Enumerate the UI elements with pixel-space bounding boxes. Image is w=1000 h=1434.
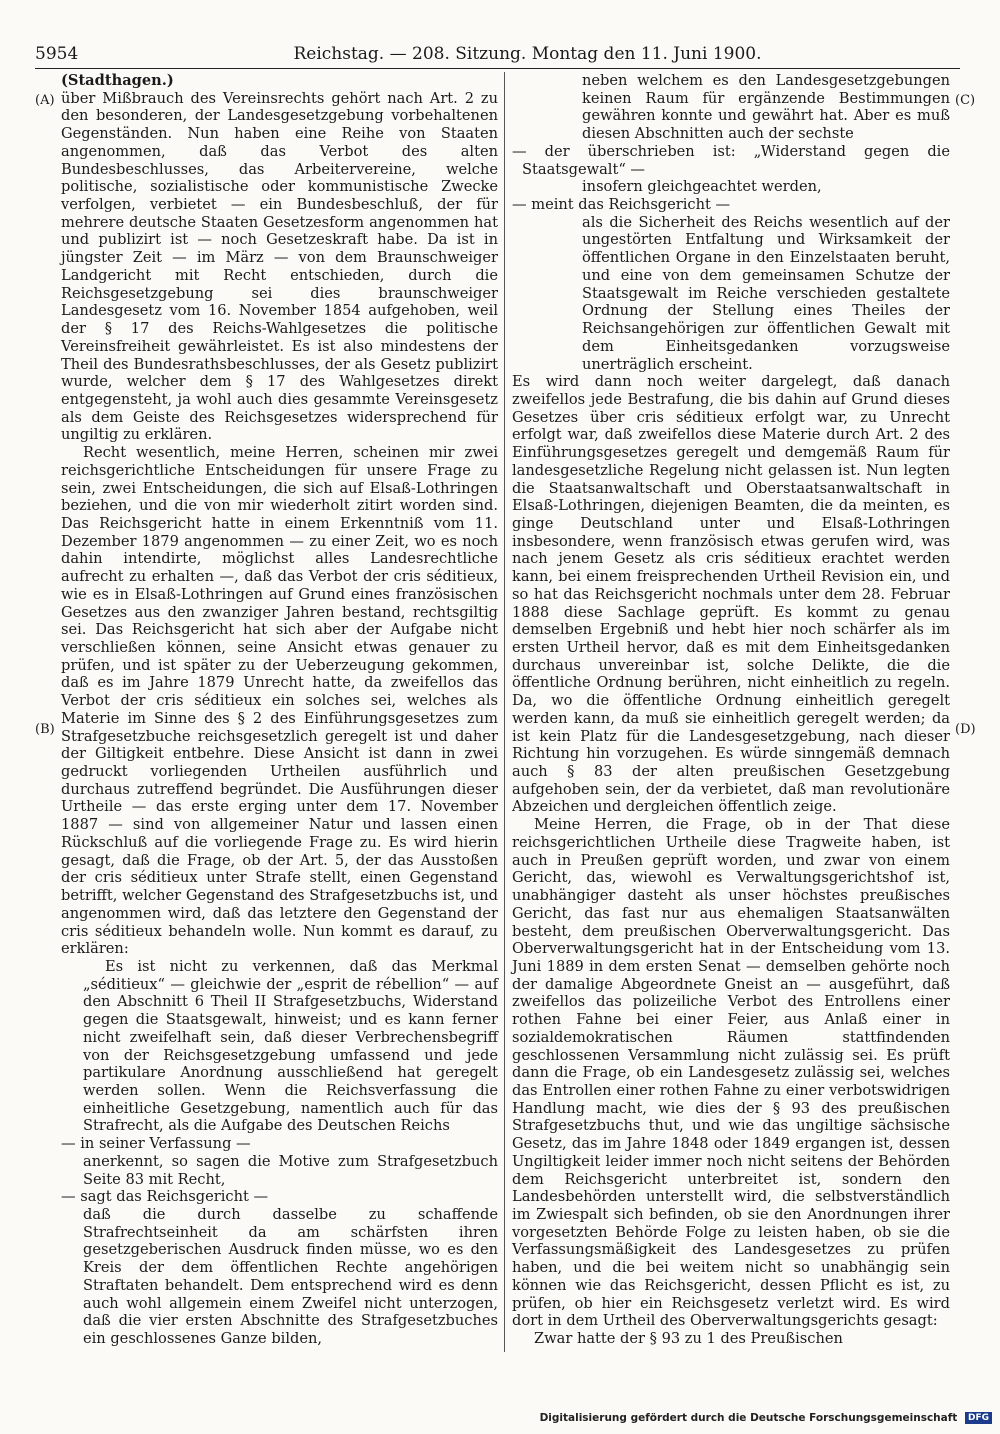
block-quote: neben welchem es den Landesgesetzgebungen keinen Raum für ergänzende Bestimmungen gewähren konnte und gewährt hat. Aber es muß diesen Abschnitten auch der sechste xyxy=(582,72,950,143)
right-column xyxy=(512,72,950,1348)
block-quote: als die Sicherheit des Reichs wesentlich auf der ungestörten Entfaltung und Wirksamkeit der öffentlichen Organe in den Einzelstaaten beruht, und eine von dem gemeinsamen Schutze der Staatsgewalt im Reiche verschieden gestaltete Ordnung der Stellung eines Theiles der Reichsangehörigen zur öffentlichen Gewalt mit dem Einheitsgedanken vorzugsweise unerträglich erscheint. xyxy=(582,213,950,373)
speaker-name: (Stadthagen.) xyxy=(61,72,174,89)
block-quote: anerkennt, so sagen die Motive zum Strafgesetzbuch Seite 83 mit Recht, xyxy=(83,1152,498,1188)
left-column xyxy=(61,72,498,1348)
paragraph: Es wird dann noch weiter dargelegt, daß danach zweifellos jede Bestrafung, die bis dahin auf Grund dieses Gesetzes über cris séditieux erfolgt war, zu Unrecht erfolgt war, daß zweifellos diese Materie durch Art. 2 des Einführungsgesetzes geregelt und demgemäß Raum für landesgesetzliche Regelung nicht gelassen ist. Nun legten die Staatsanwaltschaft und Oberstaatsanwaltschaft in Elsaß-Lothringen, diejenigen Beamten, die da meinten, es ginge Deutschland unter und Elsaß-Lothringen insbesondere, wenn französisch etwas gerufen wird, was nach jenem Gesetz als cris séditieux erachtet werden kann, bei einem freisprechenden Urtheil Revision ein, und so hat das Reichsgericht nochmals unter dem 28. Februar 1888 diese Sachlage geprüft. Es kommt zu genau demselben Ergebniß und hebt hier noch schärfer als im ersten Urtheil hervor, daß es mit dem Einheitsgedanken durchaus unvereinbar ist, solche Delikte, die die öffentliche Ordnung berühren, nicht einheitlich zu regeln. Da, wo die öffentliche Ordnung einheitlich geregelt werden kann, da muß sie einheitlich geregelt werden; da ist kein Platz für die Landesgesetzgebung, nach dieser Richtung hin vorzugehen. Es würde sinngemäß demnach auch § 83 der alten preußischen Gesetzgebung aufgehoben sein, der da verbietet, daß man revolutionäre Abzeichen und dergleichen öffentlich zeige. xyxy=(512,373,950,816)
interjection: — in seiner Verfassung — xyxy=(61,1135,251,1153)
paragraph: Meine Herren, die Frage, ob in der That diese reichsgerichtlichen Urtheile diese Tragweite haben, ist auch in Preußen geprüft worden, und zwar von einem Gericht, das, wiewohl es Verwaltungsgerichtshof ist, unabhängiger dasteht als unser höchstes preußisches Gericht, das fast nur aus ehemaligen Staatsanwälten besteht, dem preußischen Oberverwaltungsgericht. Das Oberverwaltungsgericht hat in der Entscheidung vom 13. Juni 1889 in dem ersten Senat — demselben gehörte noch der damalige Abgeordnete Gneist an — ausgeführt, daß zweifellos das polizeiliche Verbot des Entrollens einer rothen Fahne bei einer Feier, aus Anlaß einer in sozialdemokratischen Räumen stattfindenden geschlossenen Versammlung nicht zulässig sei. Es prüft dann die Frage, ob ein Landesgesetz zulässig sei, welches das Entrollen einer rothen Fahne zu einer verbotswidrigen Handlung macht, wie dies der § 93 des preußischen Strafgesetzbuchs thut, und wie das ungiltige sächsische Gesetz, das im Jahre 1848 oder 1849 ergangen ist, dessen Ungiltigkeit leider immer noch nicht seitens der Behörden dem Reichsgericht unterbreitet ist, sondern den Landesbehörden unterstellt wird, die selbstverständlich im Zwiespalt sich befinden, ob sie den Anordnungen ihrer vorgesetzten Behörde Folge zu leisten haben, ob sie die Verfassungsmäßigkeit des Landesgesetzes zu prüfen haben, und die bei weitem nicht so unabhängig sein können wie das Reichsgericht, dessen Pflicht es ist, zu prüfen, ob hier ein Reichsgesetz verletzt wird. Es wird dort in dem Urtheil des Oberverwaltungsgerichts gesagt: xyxy=(512,816,950,1330)
paragraph: Recht wesentlich, meine Herren, scheinen mir zwei reichsgerichtliche Entscheidungen für unsere Frage zu sein, zwei Entscheidungen, die sich auf Elsaß-Lothringen beziehen, und die von mir wiederholt zitirt worden sind. Das Reichsgericht hatte in einem Erkenntniß vom 11. Dezember 1879 angenommen — zu einer Zeit, wo es noch dahin intendirte, möglichst alles Landesrechtliche aufrecht zu erhalten —, daß das Verbot der cris séditieux, wie es in Elsaß-Lothringen auf Grund eines französischen Gesetzes aus den zwanziger Jahren bestand, rechtsgiltig sei. Das Reichsgericht hat sich aber der Aufgabe nicht verschließen können, seine Ansicht etwas genauer zu prüfen, und ist später zu der Ueberzeugung gekommen, daß es im Jahre 1879 Unrecht hatte, da zweifellos das Verbot der cris séditieux ein solches sei, welches als Materie im Sinne des § 2 des Einführungsgesetzes zum Strafgesetzbuche reichsgesetzlich geregelt ist und daher der Giltigkeit entbehre. Diese Ansicht ist dann in zwei gedruckt vorliegenden Urtheilen ausführlich und durchaus zutreffend begründet. Die Ausführungen dieser Urtheile — das erste erging unter dem 17. November 1887 — sind von allgemeiner Natur und lassen einen Rückschluß auf die vorliegende Frage zu. Es wird hierin gesagt, daß die Frage, ob der Art. 5, der das Ausstoßen der cris séditieux unter Strafe stellt, einen Gegenstand betrifft, welcher Gegenstand des Strafgesetzbuchs ist, und angenommen wird, daß das letztere den Gegenstand der cris séditieux behandeln wolle. Nun kommt es darauf, zu erklären: xyxy=(61,444,498,958)
paragraph: über Mißbrauch des Vereinsrechts gehört nach Art. 2 zu den besonderen, der Landesgesetzgebung vorbehaltenen Gegenständen. Nun haben eine Reihe von Staaten angenommen, daß das Verbot des alten Bundesbeschlusses, das Arbeitervereine, welche politische, sozialistische oder kommunistische Zwecke verfolgen, verbietet — ein Bundesbeschluß, der für mehrere deutsche Staaten Gesetzesform angenommen hat und publizirt ist — noch Gesetzeskraft habe. Da ist in jüngster Zeit — im März — von dem Braunschweiger Landgericht mit Recht entschieden, durch die Reichsgesetzgebung sei dies braunschweiger Landesgesetz vom 16. November 1854 aufgehoben, weil der § 17 des Reichs-Wahlgesetzes die politische Vereinsfreiheit gewährleistet. Es ist also mindestens der Theil des Bundesrathsbeschlusses, der als Gesetz publizirt wurde, welcher dem § 17 des Wahlgesetzes direkt entgegensteht, ja wohl auch dies gesammte Vereinsgesetz als dem Geiste des Reichsgesetzes widersprechend für ungiltig zu erklären. xyxy=(61,89,498,444)
page-header xyxy=(35,42,960,66)
margin-marker-d: (D) xyxy=(955,722,976,737)
margin-marker-a: (A) xyxy=(35,93,55,108)
margin-marker-c: (C) xyxy=(955,93,976,108)
digitization-credit xyxy=(540,1412,992,1424)
credit-text: Digitalisierung gefördert durch die Deutsche Forschungsgemeinschaft xyxy=(539,1412,958,1424)
interjection: — der überschrieben ist: „Widerstand gegen die Staatsgewalt“ — xyxy=(512,142,950,178)
paragraph: Zwar hatte der § 93 zu 1 des Preußischen xyxy=(534,1330,843,1348)
column-divider xyxy=(504,72,505,1352)
margin-marker-b: (B) xyxy=(35,722,55,737)
header-rule xyxy=(35,68,960,69)
page-title: Reichstag. — 208. Sitzung. Montag den 11. Juni 1900. xyxy=(293,44,762,64)
block-quote: insofern gleichgeachtet werden, xyxy=(582,178,822,196)
page-number: 5954 xyxy=(35,44,79,64)
interjection: — meint das Reichsgericht — xyxy=(512,196,731,214)
block-quote: Es ist nicht zu verkennen, daß das Merkmal „séditieux“ — gleichwie der „esprit de rébellion“ — auf den Abschnitt 6 Theil II Strafgesetzbuchs, Widerstand gegen die Staatsgewalt, hinweist; und es kann ferner nicht zweifelhaft sein, daß dieser Verbrechensbegriff von der Reichsgesetzgebung umfassend und jede partikulare Anordnung ausschließend hat geregelt werden sollen. Wenn die Reichsverfassung die einheitliche Gesetzgebung, namentlich auch für das Strafrecht, als die Aufgabe des Deutschen Reichs xyxy=(83,957,498,1135)
interjection: — sagt das Reichsgericht — xyxy=(61,1188,269,1206)
block-quote: daß die durch dasselbe zu schaffende Strafrechtseinheit da am schärfsten ihren gesetzgeberischen Ausdruck finden müsse, wo es den Kreis der dem öffentlichen Rechte angehörigen Straftaten behandelt. Dem entsprechend wird es denn auch wohl allgemein einem Zweifel nicht unterzogen, daß die vier ersten Abschnitte des Strafgesetzbuches ein geschlossenes Ganze bilden, xyxy=(83,1206,498,1348)
dfg-logo[interactable]: DFG xyxy=(965,1412,992,1424)
